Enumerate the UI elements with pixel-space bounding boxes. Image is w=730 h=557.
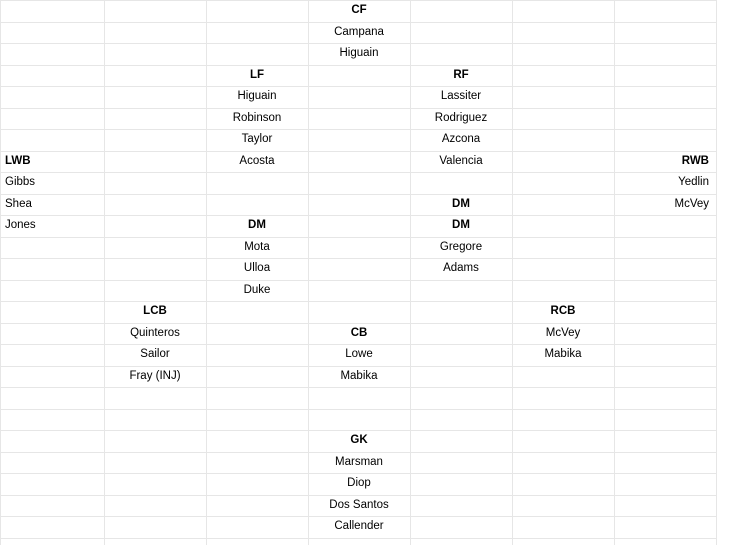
grid-col-line — [512, 0, 513, 545]
position-label-gk[interactable]: GK — [350, 434, 368, 446]
player-name[interactable]: Quinteros — [130, 327, 180, 339]
player-name[interactable]: Higuain — [237, 90, 277, 102]
position-label-dm[interactable]: DM — [452, 219, 470, 231]
player-name[interactable]: Fray (INJ) — [129, 370, 181, 382]
player-name[interactable]: Yedlin — [678, 176, 709, 188]
position-label-cf[interactable]: CF — [351, 4, 367, 16]
player-name[interactable]: Duke — [243, 284, 271, 296]
grid-row-line — [0, 151, 716, 152]
position-label-cb[interactable]: CB — [350, 327, 368, 339]
grid-row-line — [0, 280, 716, 281]
player-name[interactable]: Taylor — [241, 133, 273, 145]
position-label-lf[interactable]: LF — [249, 69, 265, 81]
grid-row-line — [0, 387, 716, 388]
grid-row-line — [0, 538, 716, 539]
player-name[interactable]: Marsman — [335, 456, 383, 468]
position-label-dm[interactable]: DM — [248, 219, 266, 231]
player-name[interactable]: Rodriguez — [434, 112, 488, 124]
player-name[interactable]: Dos Santos — [329, 499, 389, 511]
player-name[interactable]: Jones — [5, 219, 36, 231]
player-name[interactable]: Adams — [443, 262, 479, 274]
player-name[interactable]: Mabika — [340, 370, 378, 382]
player-name[interactable]: Sailor — [140, 348, 170, 360]
player-name[interactable]: Gregore — [439, 241, 483, 253]
grid-row-line — [0, 108, 716, 109]
player-name[interactable]: Higuain — [339, 47, 379, 59]
grid-row-line — [0, 172, 716, 173]
grid-row-line — [0, 65, 716, 66]
grid-row-line — [0, 86, 716, 87]
grid-col-line — [716, 0, 717, 545]
player-name[interactable]: Azcona — [441, 133, 481, 145]
grid-row-line — [0, 237, 716, 238]
player-name[interactable]: McVey — [545, 327, 581, 339]
position-label-rcb[interactable]: RCB — [550, 305, 576, 317]
grid-row-line — [0, 194, 716, 195]
player-name[interactable]: Lassiter — [440, 90, 482, 102]
position-label-rf[interactable]: RF — [453, 69, 469, 81]
grid-row-line — [0, 258, 716, 259]
player-name[interactable]: Mota — [244, 241, 270, 253]
player-name[interactable]: Campana — [334, 26, 384, 38]
player-name[interactable]: Valencia — [439, 155, 483, 167]
player-name[interactable]: Robinson — [232, 112, 282, 124]
grid-row-line — [0, 129, 716, 130]
grid-row-line — [0, 409, 716, 410]
player-name[interactable]: Mabika — [544, 348, 582, 360]
player-name[interactable]: Diop — [347, 477, 371, 489]
player-name[interactable]: Shea — [5, 198, 32, 210]
player-name[interactable]: Callender — [334, 520, 384, 532]
player-name[interactable]: Lowe — [345, 348, 373, 360]
grid-row-line — [0, 215, 716, 216]
player-name[interactable]: Ulloa — [243, 262, 271, 274]
position-label-lcb[interactable]: LCB — [143, 305, 167, 317]
position-label-lwb[interactable]: LWB — [5, 155, 31, 167]
position-label-rwb[interactable]: RWB — [681, 155, 709, 167]
grid-col-line — [614, 0, 615, 545]
player-name[interactable]: McVey — [674, 198, 709, 210]
player-name[interactable]: Gibbs — [5, 176, 36, 188]
position-label-dm[interactable]: DM — [452, 198, 470, 210]
grid-col-line — [0, 0, 1, 545]
grid-col-line — [104, 0, 105, 545]
player-name[interactable]: Acosta — [239, 155, 275, 167]
